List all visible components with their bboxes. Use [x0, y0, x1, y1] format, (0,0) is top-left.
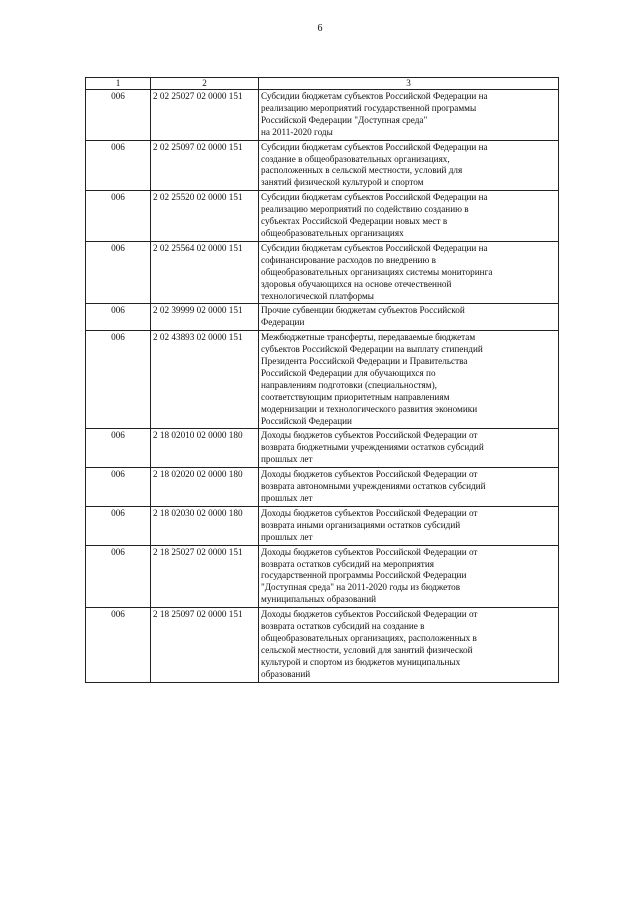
description-line: прошлых лет	[261, 454, 313, 465]
table-row	[86, 429, 559, 468]
description-line: Доходы бюджетов субъектов Российской Федерации от	[261, 507, 478, 518]
income-code-cell: 2 18 25027 02 0000 151	[151, 545, 259, 608]
description-line: расположенных в сельской местности, условий для	[261, 165, 463, 176]
description-line: Субсидии бюджетам субъектов Российской Федерации на	[261, 91, 488, 101]
admin-code-cell: 006	[86, 191, 151, 242]
description-line: возврата бюджетными учреждениями остатков субсидий	[261, 442, 484, 453]
description-line: государственной программы Российской Федерации	[261, 570, 467, 581]
income-description-cell	[259, 90, 559, 141]
income-code-cell: 2 02 25097 02 0000 151	[151, 140, 259, 191]
description-line: возврата остатков субсидий на мероприятия	[261, 558, 434, 569]
description-line: возврата остатков субсидий на создание в	[261, 621, 425, 632]
description-line: возврата автономными учреждениями остатков субсидий	[261, 481, 486, 492]
income-description-cell	[259, 241, 559, 304]
description-line: соответствующим приоритетным направлениям	[261, 391, 450, 402]
description-line: Прочие субвенции бюджетам субъектов Российской	[261, 305, 465, 316]
admin-code-cell: 006	[86, 331, 151, 429]
admin-code-cell: 006	[86, 304, 151, 331]
description-line: Субсидии бюджетам субъектов Российской Федерации на	[261, 192, 488, 203]
table-row	[86, 608, 559, 682]
description-line: софинансирование расходов по внедрению в	[261, 254, 436, 265]
description-line: реализацию мероприятий по содействию созданию в	[261, 204, 469, 215]
table-row	[86, 304, 559, 331]
income-code-cell: 2 18 25097 02 0000 151	[151, 608, 259, 682]
column-header-1: 1	[86, 78, 151, 90]
income-code-cell: 2 18 02010 02 0000 180	[151, 429, 259, 468]
table-row	[86, 140, 559, 191]
description-line: здоровья обучающихся на основе отечественной	[261, 278, 452, 289]
admin-code-cell: 006	[86, 506, 151, 545]
table-row	[86, 506, 559, 545]
description-line: прошлых лет	[261, 493, 313, 503]
description-line: Президента Российской Федерации и Правительства	[261, 356, 468, 367]
table-body	[86, 90, 559, 683]
description-line: на 2011-2020 годы	[261, 126, 333, 137]
description-line: Российской Федерации	[261, 415, 352, 426]
description-line: Межбюджетные трансферты, передаваемые бюджетам	[261, 332, 476, 343]
description-line: Доходы бюджетов субъектов Российской Федерации от	[261, 546, 478, 557]
description-line: модернизации и технологического развития экономики	[261, 403, 478, 414]
table-row	[86, 468, 559, 507]
income-description-cell	[259, 506, 559, 545]
description-line: Федерации	[261, 317, 305, 328]
table-row	[86, 545, 559, 608]
income-code-cell: 2 02 25564 02 0000 151	[151, 241, 259, 304]
description-line: образований	[261, 668, 311, 679]
description-line: общеобразовательных организациях, расположенных в	[261, 632, 477, 643]
income-code-cell: 2 02 25520 02 0000 151	[151, 191, 259, 242]
description-line: Российской Федерации "Доступная среда"	[261, 114, 428, 125]
description-line: Субсидии бюджетам субъектов Российской Федерации на	[261, 141, 488, 152]
admin-code-cell: 006	[86, 608, 151, 682]
income-code-cell: 2 02 25027 02 0000 151	[151, 90, 259, 141]
table-header-row	[86, 78, 559, 90]
description-line: Доходы бюджетов субъектов Российской Федерации от	[261, 469, 478, 480]
income-description-cell	[259, 608, 559, 682]
table-row	[86, 241, 559, 304]
description-line: субъектов Российской Федерации на выплату стипендий	[261, 344, 483, 355]
admin-code-cell: 006	[86, 90, 151, 141]
description-line: Субсидии бюджетам субъектов Российской Федерации на	[261, 242, 488, 253]
description-line: создание в общеобразовательных организациях,	[261, 153, 450, 164]
description-line: направлениям подготовки (специальностям),	[261, 379, 437, 390]
income-description-cell	[259, 468, 559, 507]
description-line: технологической платформы	[261, 290, 374, 301]
description-line: культурой и спортом из бюджетов муниципальных	[261, 656, 461, 667]
income-description-cell	[259, 140, 559, 191]
description-line: сельской местности, условий для занятий физической	[261, 644, 473, 655]
description-line: реализацию мероприятий государственной программы	[261, 102, 477, 113]
income-description-cell	[259, 191, 559, 242]
income-code-cell: 2 18 02030 02 0000 180	[151, 506, 259, 545]
income-description-cell	[259, 545, 559, 608]
income-codes-table	[85, 77, 559, 683]
description-line: общеобразовательных организациях	[261, 227, 404, 238]
column-header-3: 3	[259, 78, 559, 90]
description-line: "Доступная среда" на 2011-2020 годы из бюджетов	[261, 582, 461, 593]
income-description-cell	[259, 304, 559, 331]
description-line: муниципальных образований	[261, 594, 377, 605]
page-number: 6	[317, 23, 323, 34]
description-line: прошлых лет	[261, 531, 313, 542]
admin-code-cell: 006	[86, 429, 151, 468]
description-line: субъектах Российской Федерации новых мест в	[261, 216, 448, 227]
description-line: Доходы бюджетов субъектов Российской Федерации от	[261, 609, 478, 620]
income-code-cell: 2 02 43893 02 0000 151	[151, 331, 259, 429]
description-line: общеобразовательных организациях системы мониторинга	[261, 266, 493, 277]
column-header-2: 2	[151, 78, 259, 90]
income-description-cell	[259, 429, 559, 468]
table-row	[86, 331, 559, 429]
income-description-cell	[259, 331, 559, 429]
income-code-cell: 2 18 02020 02 0000 180	[151, 468, 259, 507]
income-code-cell: 2 02 39999 02 0000 151	[151, 304, 259, 331]
table-row	[86, 191, 559, 242]
admin-code-cell: 006	[86, 468, 151, 507]
description-line: Российской Федерации для обучающихся по	[261, 367, 436, 378]
table-row	[86, 90, 559, 141]
description-line: возврата иными организациями остатков субсидий	[261, 519, 461, 530]
description-line: Доходы бюджетов субъектов Российской Федерации от	[261, 430, 478, 441]
admin-code-cell: 006	[86, 241, 151, 304]
admin-code-cell: 006	[86, 545, 151, 608]
admin-code-cell: 006	[86, 140, 151, 191]
description-line: занятий физической культурой и спортом	[261, 177, 424, 188]
